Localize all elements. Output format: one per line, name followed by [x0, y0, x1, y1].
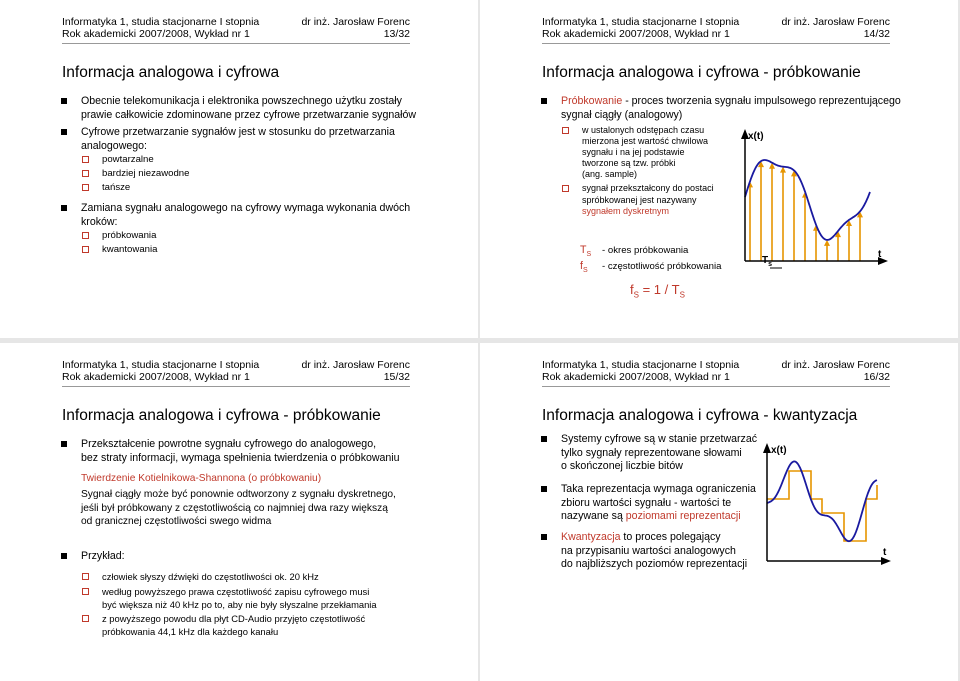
header-rule: [542, 43, 890, 44]
page-number: 16/32: [863, 371, 890, 383]
slide-16: [480, 343, 958, 681]
quantization-chart: [755, 443, 895, 573]
bullet: Obecnie telekomunikacja i elektronika powszechnego użytku zostały prawie całkowicie zdominowane przez cyfrowe przetwarzanie sygnałów: [62, 95, 416, 122]
header-year: Rok akademicki 2007/2008, Wykład nr 1: [542, 371, 730, 383]
slide-title: Informacja analogowa i cyfrowa - próbkowanie: [542, 64, 861, 81]
sub-bullet: sygnał przekształcony do postaci spróbkowanej jest nazywany sygnałem dyskretnym: [562, 183, 714, 218]
page-number: 13/32: [383, 28, 410, 40]
slide-14: [480, 0, 958, 338]
header-course: Informatyka 1, studia stacjonarne I stopnia: [62, 16, 260, 28]
header-course: Informatyka 1, studia stacjonarne I stopnia: [542, 16, 740, 28]
header-author: dr inż. Jarosław Forenc: [781, 16, 890, 28]
fs-description: - częstotliwość próbkowania: [602, 261, 722, 272]
x-axis-arrow: [881, 557, 891, 565]
x-axis-label: t: [883, 547, 887, 558]
header-course: Informatyka 1, studia stacjonarne I stopnia: [62, 359, 260, 371]
sub-bullet: tańsze: [82, 182, 130, 195]
ts-symbol: $T_S$: [580, 244, 592, 259]
signal-curve: [745, 160, 870, 240]
sample-arrow: [824, 240, 830, 246]
bullet: Zamiana sygnału analogowego na cyfrowy wymaga wykonania dwóch kroków:: [62, 202, 410, 229]
sub-bullet: kwantowania: [82, 244, 157, 257]
header-year: Rok akademicki 2007/2008, Wykład nr 1: [62, 371, 250, 383]
page-number: 14/32: [863, 28, 890, 40]
bullet: Cyfrowe przetwarzanie sygnałów jest w stosunku do przetwarzania analogowego:: [62, 126, 395, 153]
header-author: dr inż. Jarosław Forenc: [301, 16, 410, 28]
header-author: dr inż. Jarosław Forenc: [781, 359, 890, 371]
bullet: Systemy cyfrowe są w stanie przetwarzać tylko sygnały reprezentowane słowami o skończonej liczbie bitów: [542, 433, 757, 474]
sub-bullet: człowiek słyszy dźwięki do częstotliwości ok. 20 kHz: [82, 571, 319, 584]
sample-bars: [747, 161, 863, 261]
bullet: Taka reprezentacja wymaga ograniczenia zbioru wartości sygnału - wartości te nazywane są poziomami reprezentacji: [542, 483, 756, 524]
header-year: Rok akademicki 2007/2008, Wykład nr 1: [542, 28, 730, 40]
sampling-chart: [730, 125, 890, 275]
header-rule: [62, 43, 410, 44]
header-course: Informatyka 1, studia stacjonarne I stopnia: [542, 359, 740, 371]
sub-bullet: z powyższego powodu dla płyt CD-Audio przyjęto częstotliwość próbkowania 44,1 kHz dla każdego kanału: [82, 613, 365, 638]
ts-description: - okres próbkowania: [602, 245, 689, 256]
sub-bullet: według powyższego prawa częstotliwość zapisu cyfrowego musi być większa niż 40 kHz po to, aby nie były słyszalne przekłamania: [82, 586, 377, 611]
theorem-text: Sygnał ciągły może być ponownie odtworzony z sygnału dyskretnego, jeśli był próbkowany z częstotliwością co najmniej dwa razy większą od granicznej częstotliwości swego widma: [81, 489, 396, 527]
slide-title: Informacja analogowa i cyfrowa: [62, 64, 280, 81]
header-rule: [542, 386, 890, 387]
slide-13: [0, 0, 478, 338]
y-axis-arrow: [763, 443, 771, 453]
header-author: dr inż. Jarosław Forenc: [301, 359, 410, 371]
x-axis-label: t: [878, 249, 882, 260]
sub-bullet: próbkowania: [82, 230, 156, 243]
y-axis-label: x(t): [771, 445, 787, 456]
bullet: Próbkowanie - proces tworzenia sygnału impulsowego reprezentującego sygnał ciągły (analogowy): [542, 95, 901, 122]
bullet: Przykład:: [62, 550, 125, 564]
fs-symbol: $f_S$: [580, 260, 588, 275]
header-year: Rok akademicki 2007/2008, Wykład nr 1: [62, 28, 250, 40]
slide-title: Informacja analogowa i cyfrowa - kwantyzacja: [542, 407, 858, 424]
bullet: Kwantyzacja to proces polegający na przypisaniu wartości analogowych do najbliższych poziomów reprezentacji: [542, 531, 747, 572]
page-number: 15/32: [383, 371, 410, 383]
sub-bullet: w ustalonych odstępach czasu mierzona jest wartość chwilowa sygnału i na jej podstawie tworzone są tzw. próbki (ang. sample): [562, 125, 708, 180]
y-axis-label: x(t): [748, 131, 764, 142]
sampling-formula: $f_S = 1 / T_S$: [630, 282, 685, 300]
theorem-name: Twierdzenie Kotielnikowa-Shannona (o próbkowaniu): [81, 473, 322, 484]
sub-bullet: powtarzalne: [82, 154, 154, 167]
slide-15: [0, 343, 478, 681]
sub-bullet: bardziej niezawodne: [82, 168, 189, 181]
bullet: Przekształcenie powrotne sygnału cyfrowego do analogowego, bez straty informacji, wymaga spełnienia twierdzenia o próbkowaniu: [62, 438, 400, 465]
slide-title: Informacja analogowa i cyfrowa - próbkowanie: [62, 407, 381, 424]
header-rule: [62, 386, 410, 387]
period-label: $T_s$: [762, 255, 773, 268]
